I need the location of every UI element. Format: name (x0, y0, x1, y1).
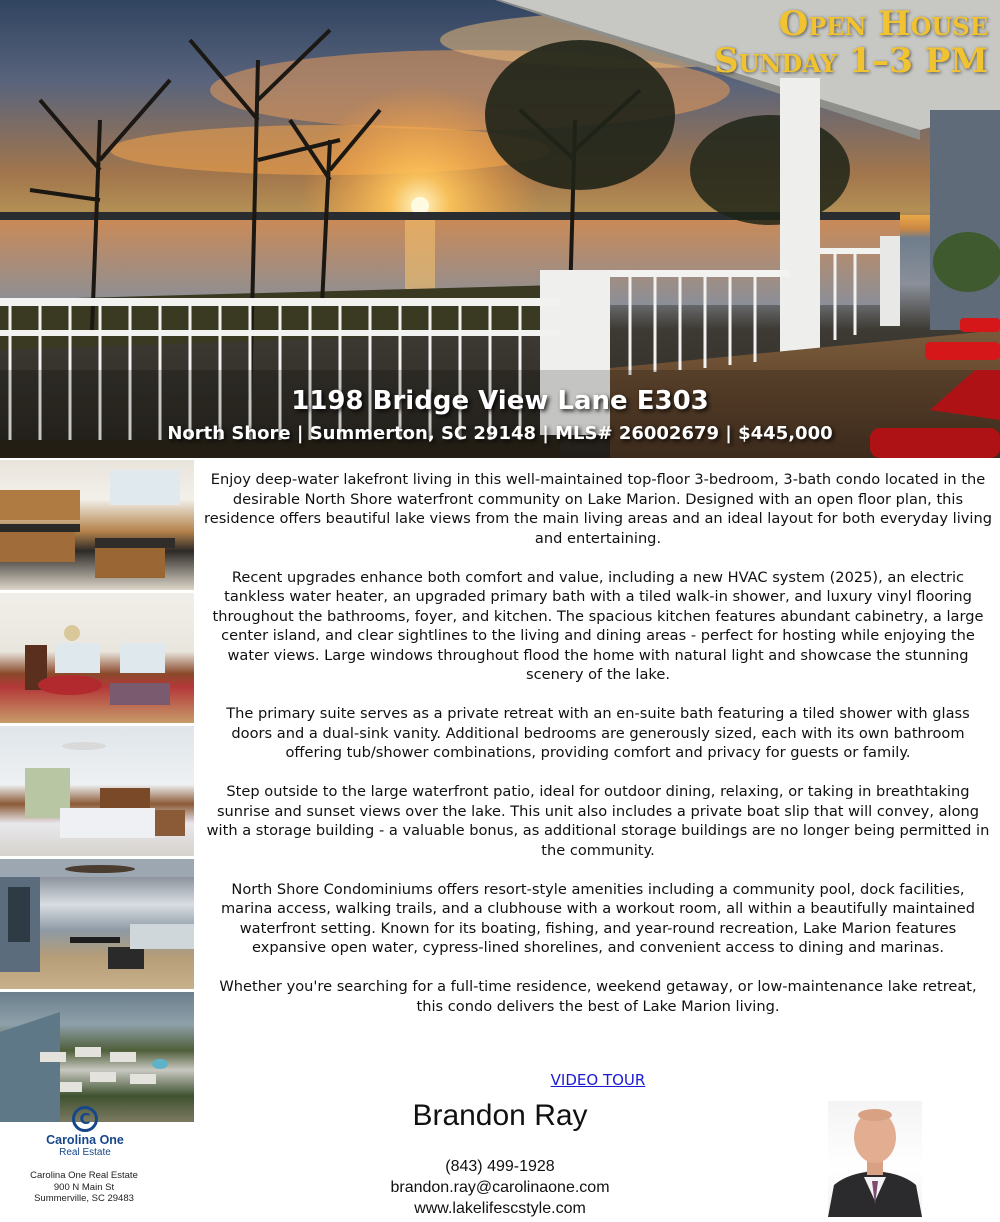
video-tour-link[interactable]: VIDEO TOUR (550, 1071, 646, 1089)
description-paragraph: Recent upgrades enhance both comfort and value, including a new HVAC system (2025), an electric tankless water heater, an upgraded primary bath with a tiled walk-in shower, and luxury vinyl flooring throughout the bathrooms, foyer, and kitchen. The spacious kitchen features abundant cabinetry, a large center island, and clear sightlines to the living and dining areas - perfect for hosting while enjoying the water views. Large windows throughout flood the home with natural light and showcase the stunning scenery of the lake. (212, 568, 984, 683)
broker-name: Carolina One Real Estate (30, 1170, 138, 1181)
description-paragraph: North Shore Condominiums offers resort-style amenities including a community pool, dock facilities, marina access, walking trails, and a clubhouse with a workout room, all within a beautifully maintained waterfront setting. Known for its boating, fishing, and year-round recreation, Lake Marion features expansive open water, cypress-lined shorelines, and convenient access to dining and marinas. (220, 880, 976, 956)
agent-email[interactable]: brandon.ray@carolinaone.com (390, 1179, 610, 1196)
open-house-time: Sunday 1–3 PM (714, 41, 988, 81)
agent-headshot (828, 1101, 922, 1217)
hero-photo (0, 0, 1000, 458)
agent-contact (300, 1156, 700, 1219)
description-paragraph: Whether you're searching for a full-time residence, weekend getaway, or low-maintenance lake retreat, this condo delivers the best of Lake Marion living. (219, 978, 977, 1015)
broker-street: 900 N Main St (53, 1181, 115, 1193)
carolina-one-logo (30, 1106, 140, 1158)
logo-sub: Real Estate (59, 1147, 111, 1158)
description-paragraph: The primary suite serves as a private retreat with an en-suite bath featuring a tiled shower with glass doors and a dual-sink vanity. Additional bedrooms are generously sized, each with its own bathroom offering tub/shower combinations, providing comfort and privacy for guests or family. (226, 705, 970, 761)
listing-address: 1198 Bridge View Lane E303 (291, 386, 709, 416)
copyright-c-icon: C (72, 1106, 98, 1132)
description-paragraph: Enjoy deep-water lakefront living in this well-maintained top-floor 3-bedroom, 3-bath condo located in the desirable North Shore waterfront community on Lake Marion. Designed with an open floor plan, this residence offers beautiful lake views from the main living areas and an ideal layout for both everyday living and entertaining. (204, 471, 992, 547)
description-paragraph: Step outside to the large waterfront patio, ideal for outdoor dining, relaxing, or taking in breathtaking sunrise and sunset views over the lake. This unit also includes a private boat slip that will convey, along with a storage building - a valuable bonus, as additional storage buildings are no longer being permitted in the community. (206, 783, 990, 859)
listing-description (204, 470, 992, 1036)
open-house-banner (714, 6, 988, 80)
agent-name: Brandon Ray (412, 1099, 588, 1132)
open-house-title: Open House (778, 4, 988, 44)
video-tour-wrapper (204, 1071, 992, 1089)
bedroom-photo (0, 726, 194, 856)
agent-website[interactable]: www.lakelifescstyle.com (414, 1200, 586, 1217)
broker-address (14, 1170, 154, 1205)
logo-name: Carolina One (46, 1133, 124, 1147)
photo-thumbnails (0, 460, 194, 1125)
dining-room-photo (0, 593, 194, 723)
kitchen-photo (0, 460, 194, 590)
broker-city: Summerville, SC 29483 (34, 1193, 134, 1204)
patio-photo (0, 859, 194, 989)
aerial-photo (0, 992, 194, 1122)
listing-subline: North Shore | Summerton, SC 29148 | MLS# 26002679 | $445,000 (167, 423, 833, 444)
agent-phone[interactable]: (843) 499-1928 (445, 1158, 555, 1175)
